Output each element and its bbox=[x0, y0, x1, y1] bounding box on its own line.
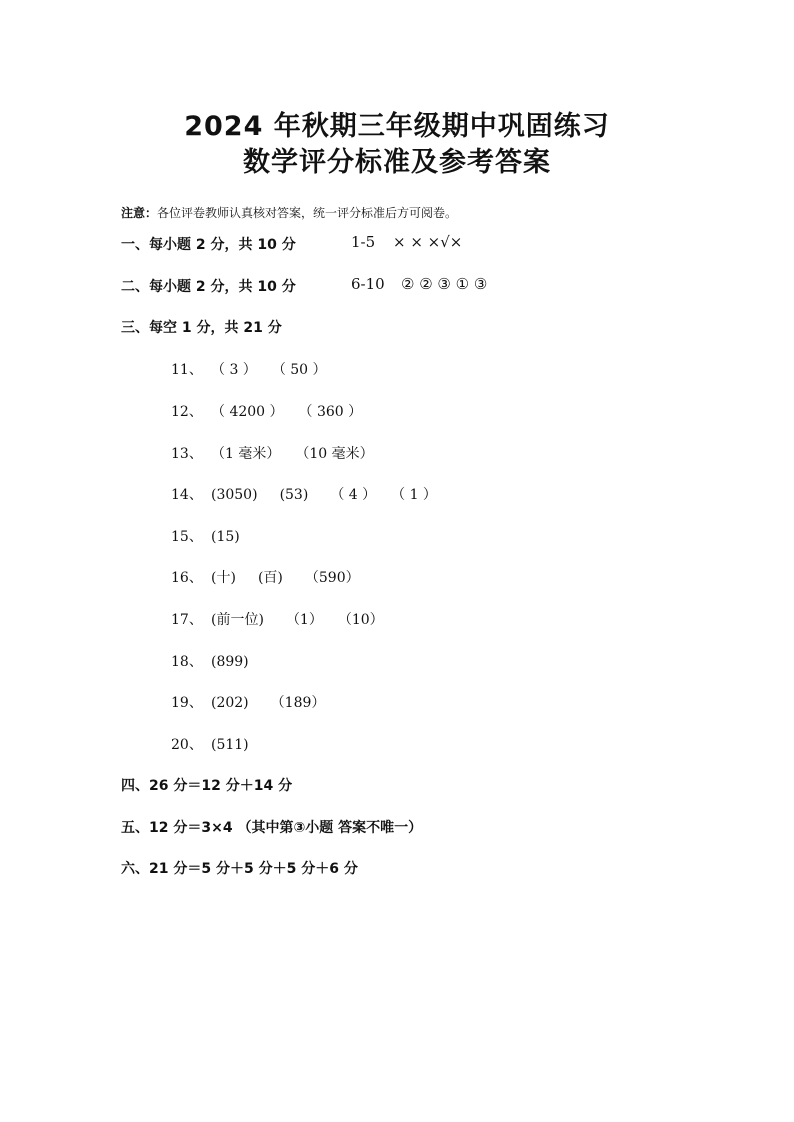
section-3-label: 三、每空 1 分，共 21 分 bbox=[121, 320, 282, 336]
answer-value: （ 4200 ） bbox=[211, 404, 284, 420]
notice-label: 注意： bbox=[121, 206, 158, 220]
answer-row-16 bbox=[171, 567, 382, 587]
answer-value: (3050) bbox=[211, 487, 258, 503]
section-2-range: 6-10 bbox=[351, 275, 385, 293]
answer-value: （ 50 ） bbox=[278, 362, 327, 378]
answer-row-12 bbox=[171, 401, 384, 421]
question-number: 12、 bbox=[171, 404, 203, 420]
answer-value: (前一位) bbox=[211, 612, 264, 628]
section-5-label: 五、12 分＝3×4 （其中第③小题 答案不唯一） bbox=[121, 820, 423, 836]
page-title: 2024 年秋期三年级期中巩固练习 bbox=[184, 111, 610, 142]
question-number: 20、 bbox=[171, 737, 203, 753]
section-4-label: 四、26 分＝12 分＋14 分 bbox=[121, 778, 293, 794]
answer-value: (15) bbox=[211, 529, 240, 545]
answer-row-19 bbox=[171, 692, 347, 712]
answer-value: （189） bbox=[270, 695, 326, 711]
answer-value: （1） bbox=[285, 612, 323, 628]
section-1-label: 一、每小题 2 分，共 10 分 bbox=[121, 237, 296, 253]
section-1-range: 1-5 bbox=[351, 233, 376, 251]
answer-row-18 bbox=[171, 651, 271, 671]
question-number: 13、 bbox=[171, 446, 203, 462]
answer-value: （10） bbox=[344, 612, 384, 628]
answer-value: （ 4 ） bbox=[330, 487, 377, 503]
question-number: 19、 bbox=[171, 695, 203, 711]
answer-value: （ 1 ） bbox=[398, 487, 437, 503]
answer-value: (511) bbox=[211, 737, 249, 753]
answer-value: (百) bbox=[257, 570, 283, 586]
page-subtitle: 数学评分标准及参考答案 bbox=[243, 147, 551, 178]
answer-row-13 bbox=[171, 443, 396, 463]
question-number: 14、 bbox=[171, 487, 203, 503]
notice bbox=[121, 204, 457, 221]
answer-value: （ 3 ） bbox=[211, 362, 257, 378]
question-number: 18、 bbox=[171, 654, 203, 670]
answer-value: （10 毫米） bbox=[302, 446, 374, 462]
answer-value: （590） bbox=[304, 570, 360, 586]
answer-row-20 bbox=[171, 734, 271, 754]
answer-value: (53) bbox=[279, 487, 309, 503]
answer-row-17 bbox=[171, 609, 406, 629]
section-6-label: 六、21 分＝5 分＋5 分＋5 分＋6 分 bbox=[121, 861, 358, 877]
question-number: 15、 bbox=[171, 529, 203, 545]
answer-row-14 bbox=[171, 484, 459, 504]
answer-row-11 bbox=[171, 359, 349, 379]
section-1-answers: × × ×√× bbox=[393, 233, 463, 251]
question-number: 16、 bbox=[171, 570, 203, 586]
question-number: 17、 bbox=[171, 612, 203, 628]
answer-value: （ 360 ） bbox=[305, 404, 363, 420]
answer-row-15 bbox=[171, 526, 262, 546]
answer-value: （1 毫米） bbox=[211, 446, 281, 462]
question-number: 11、 bbox=[171, 362, 203, 378]
notice-text: 各位评卷教师认真核对答案，统一评分标准后方可阅卷。 bbox=[157, 206, 458, 220]
section-2-answers: ② ② ③ ① ③ bbox=[401, 275, 488, 293]
section-2-label: 二、每小题 2 分，共 10 分 bbox=[121, 279, 296, 295]
answer-value: (202) bbox=[211, 695, 249, 711]
answer-value: (899) bbox=[211, 654, 249, 670]
answer-value: (十) bbox=[211, 570, 236, 586]
